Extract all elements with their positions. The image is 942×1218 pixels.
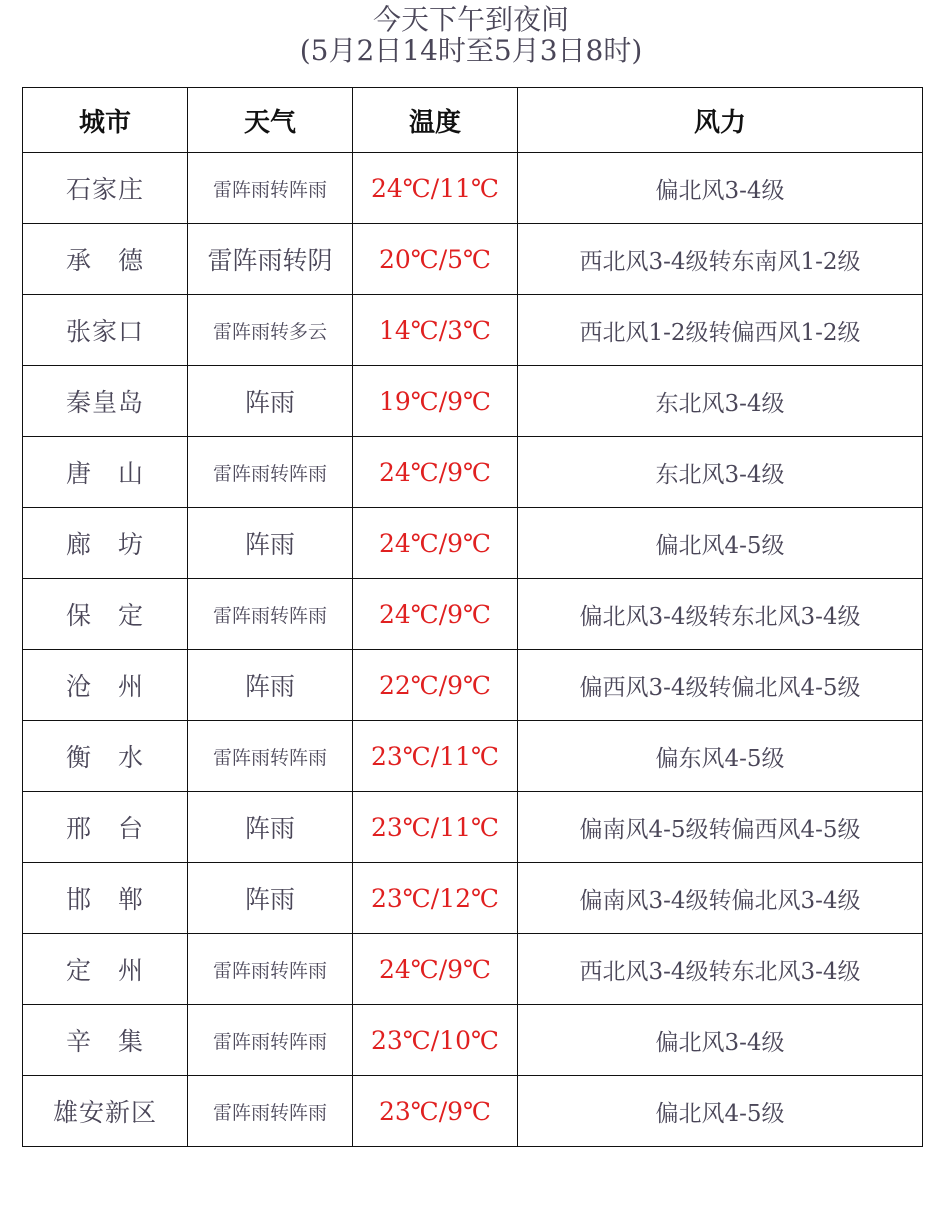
table-row <box>23 153 923 224</box>
header-weather: 天气 <box>188 88 353 153</box>
wind-cell: 西北风1-2级转偏西风1-2级 <box>518 295 923 366</box>
header-temperature: 温度 <box>353 88 518 153</box>
table-row <box>23 437 923 508</box>
city-cell: 唐 山 <box>23 437 188 508</box>
city-cell: 衡 水 <box>23 721 188 792</box>
wind-cell: 偏南风4-5级转偏西风4-5级 <box>518 792 923 863</box>
forecast-period: (5月2日14时至5月3日8时) <box>299 34 643 67</box>
temperature-cell: 24℃/11℃ <box>353 153 518 224</box>
table-row <box>23 650 923 721</box>
weather-cell: 阵雨 <box>188 650 353 721</box>
wind-cell: 东北风3-4级 <box>518 366 923 437</box>
temperature-cell: 23℃/11℃ <box>353 721 518 792</box>
weather-cell: 雷阵雨转阵雨 <box>188 1005 353 1076</box>
table-row <box>23 295 923 366</box>
weather-cell: 雷阵雨转阵雨 <box>188 1076 353 1147</box>
weather-cell: 雷阵雨转多云 <box>188 295 353 366</box>
city-cell: 廊 坊 <box>23 508 188 579</box>
temperature-cell: 23℃/12℃ <box>353 863 518 934</box>
wind-cell: 偏南风3-4级转偏北风3-4级 <box>518 863 923 934</box>
city-cell: 邯 郸 <box>23 863 188 934</box>
table-row <box>23 1076 923 1147</box>
table-row <box>23 508 923 579</box>
temperature-cell: 24℃/9℃ <box>353 437 518 508</box>
weather-cell: 雷阵雨转阵雨 <box>188 437 353 508</box>
wind-cell: 偏北风3-4级转东北风3-4级 <box>518 579 923 650</box>
temperature-cell: 20℃/5℃ <box>353 224 518 295</box>
table-row <box>23 934 923 1005</box>
header-city: 城市 <box>23 88 188 153</box>
temperature-cell: 22℃/9℃ <box>353 650 518 721</box>
wind-cell: 东北风3-4级 <box>518 437 923 508</box>
temperature-cell: 24℃/9℃ <box>353 508 518 579</box>
wind-cell: 偏西风3-4级转偏北风4-5级 <box>518 650 923 721</box>
temperature-cell: 19℃/9℃ <box>353 366 518 437</box>
weather-cell: 阵雨 <box>188 508 353 579</box>
weather-cell: 雷阵雨转阴 <box>188 224 353 295</box>
wind-cell: 偏北风3-4级 <box>518 1005 923 1076</box>
table-row <box>23 792 923 863</box>
city-cell: 沧 州 <box>23 650 188 721</box>
temperature-cell: 23℃/10℃ <box>353 1005 518 1076</box>
city-cell: 秦皇岛 <box>23 366 188 437</box>
city-cell: 石家庄 <box>23 153 188 224</box>
table-row <box>23 579 923 650</box>
temperature-cell: 24℃/9℃ <box>353 579 518 650</box>
city-cell: 承 德 <box>23 224 188 295</box>
temperature-cell: 23℃/9℃ <box>353 1076 518 1147</box>
table-header-row <box>23 88 923 153</box>
temperature-cell: 24℃/9℃ <box>353 934 518 1005</box>
city-cell: 张家口 <box>23 295 188 366</box>
weather-cell: 雷阵雨转阵雨 <box>188 721 353 792</box>
weather-cell: 阵雨 <box>188 366 353 437</box>
weather-cell: 雷阵雨转阵雨 <box>188 579 353 650</box>
city-cell: 雄安新区 <box>23 1076 188 1147</box>
wind-cell: 偏北风4-5级 <box>518 1076 923 1147</box>
wind-cell: 偏北风4-5级 <box>518 508 923 579</box>
temperature-cell: 14℃/3℃ <box>353 295 518 366</box>
city-cell: 辛 集 <box>23 1005 188 1076</box>
weather-cell: 阵雨 <box>188 792 353 863</box>
city-cell: 邢 台 <box>23 792 188 863</box>
weather-forecast-table <box>22 87 923 1147</box>
temperature-cell: 23℃/11℃ <box>353 792 518 863</box>
table-row <box>23 721 923 792</box>
header-wind: 风力 <box>518 88 923 153</box>
weather-cell: 雷阵雨转阵雨 <box>188 934 353 1005</box>
wind-cell: 西北风3-4级转东北风3-4级 <box>518 934 923 1005</box>
wind-cell: 西北风3-4级转东南风1-2级 <box>518 224 923 295</box>
wind-cell: 偏北风3-4级 <box>518 153 923 224</box>
weather-cell: 阵雨 <box>188 863 353 934</box>
table-row <box>23 366 923 437</box>
table-row <box>23 863 923 934</box>
forecast-title: 今天下午到夜间 <box>372 3 569 36</box>
city-cell: 定 州 <box>23 934 188 1005</box>
wind-cell: 偏东风4-5级 <box>518 721 923 792</box>
city-cell: 保 定 <box>23 579 188 650</box>
weather-cell: 雷阵雨转阵雨 <box>188 153 353 224</box>
table-row <box>23 224 923 295</box>
table-row <box>23 1005 923 1076</box>
